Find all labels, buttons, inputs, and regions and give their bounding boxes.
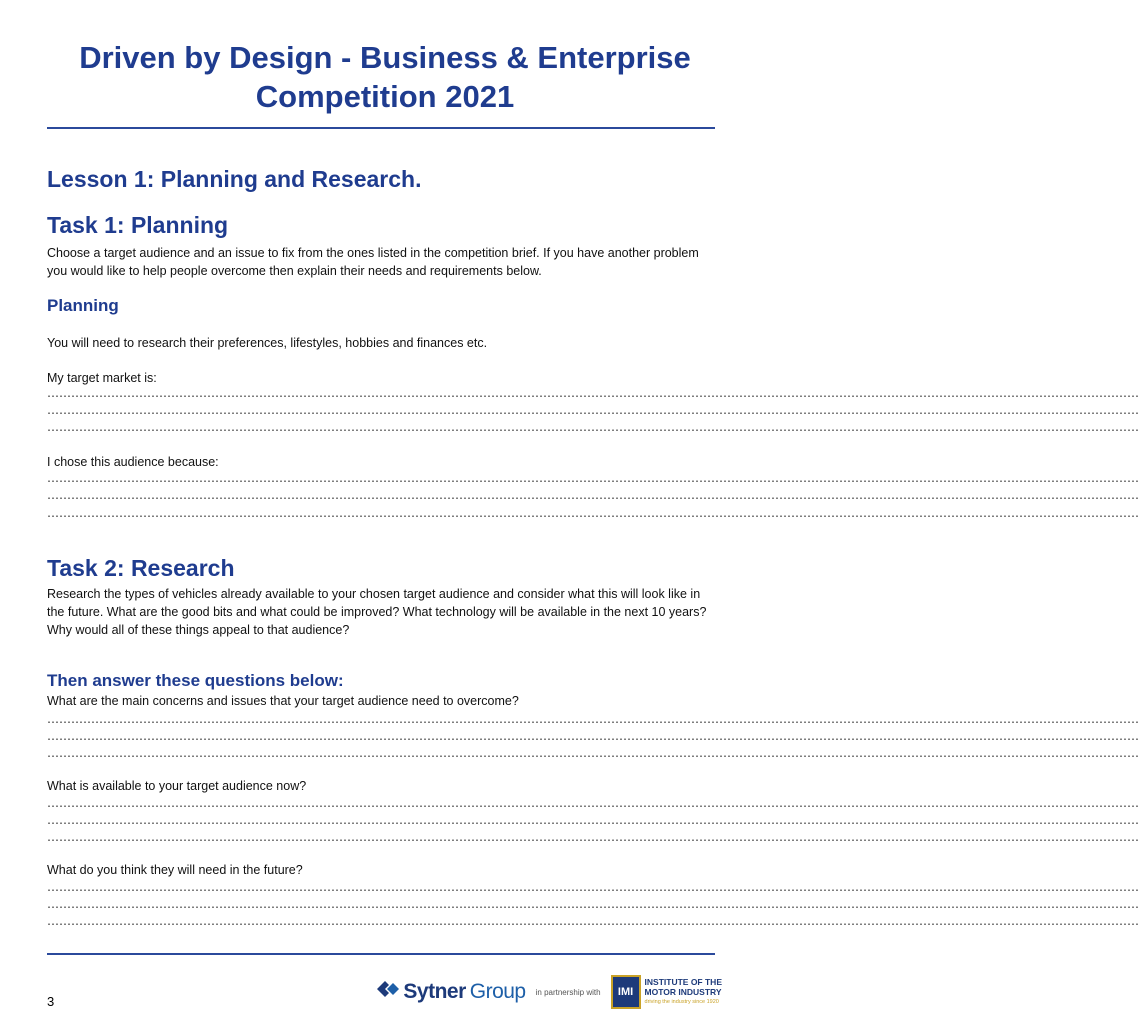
question-3: What do you think they will need in the future?	[47, 863, 303, 877]
task2-heading: Task 2: Research	[47, 555, 235, 581]
diamond-arrow-icon	[377, 980, 399, 1004]
answer-line[interactable]: …………………………………………………………………………………………………………………………………………………………………………………………………………………………………………………	[47, 897, 1139, 911]
answer-line[interactable]: …………………………………………………………………………………………………………………………………………………………………………………………………………………………………………………	[47, 729, 1139, 743]
answer-line[interactable]: …………………………………………………………………………………………………………………………………………………………………………………………………………………………………………………	[47, 403, 1139, 417]
answer-line[interactable]: …………………………………………………………………………………………………………………………………………………………………………………………………………………………………………………	[47, 471, 1139, 485]
answer-line[interactable]: …………………………………………………………………………………………………………………………………………………………………………………………………………………………………………………	[47, 506, 1139, 520]
sytner-group-logo	[377, 980, 525, 1004]
sytner-logo-text: Sytner	[403, 980, 466, 1003]
footer-logos	[377, 975, 722, 1009]
questions-heading: Then answer these questions below:	[47, 671, 344, 690]
title-line-1: Driven by Design - Business & Enterprise	[79, 40, 691, 75]
answer-line[interactable]: …………………………………………………………………………………………………………………………………………………………………………………………………………………………………………………	[47, 914, 1139, 928]
answer-line[interactable]: …………………………………………………………………………………………………………………………………………………………………………………………………………………………………………………	[47, 420, 1139, 434]
question-2: What is available to your target audience now?	[47, 779, 307, 793]
group-logo-text: Group	[469, 980, 526, 1003]
question-1: What are the main concerns and issues that your target audience need to overcome?	[47, 694, 519, 708]
imi-logo	[611, 975, 722, 1009]
document-title	[0, 38, 770, 116]
planning-text: You will need to research their preferences, lifestyles, hobbies and finances etc.	[47, 336, 488, 350]
task1-heading: Task 1: Planning	[47, 212, 229, 238]
imi-name-line-2: MOTOR INDUSTRY	[644, 987, 722, 997]
answer-line[interactable]: …………………………………………………………………………………………………………………………………………………………………………………………………………………………………………………	[47, 712, 1139, 726]
title-line-2: Competition 2021	[255, 79, 515, 114]
planning-heading: Planning	[47, 296, 119, 315]
answer-line[interactable]: …………………………………………………………………………………………………………………………………………………………………………………………………………………………………………………	[47, 830, 1139, 844]
task2-intro: Research the types of vehicles already available to your chosen target audience and consider what this will look like in the future. What are the good bits and what could be improved? What technology will be available in the next 10 years? Why would all of these things appeal to that audience?	[47, 587, 707, 637]
answer-line[interactable]: …………………………………………………………………………………………………………………………………………………………………………………………………………………………………………………	[47, 488, 1139, 502]
partnership-text: in partnership with	[535, 987, 601, 997]
target-market-label: My target market is:	[47, 371, 157, 385]
answer-line[interactable]: …………………………………………………………………………………………………………………………………………………………………………………………………………………………………………………	[47, 813, 1139, 827]
audience-reason-label: I chose this audience because:	[47, 455, 219, 469]
answer-line[interactable]: …………………………………………………………………………………………………………………………………………………………………………………………………………………………………………………	[47, 746, 1139, 760]
answer-line[interactable]: …………………………………………………………………………………………………………………………………………………………………………………………………………………………………………………	[47, 880, 1139, 894]
footer-divider	[47, 953, 715, 955]
page-number: 3	[47, 994, 55, 1009]
answer-line[interactable]: …………………………………………………………………………………………………………………………………………………………………………………………………………………………………………………	[47, 386, 1139, 400]
imi-tagline: driving the industry since 1920	[644, 999, 719, 1005]
imi-badge: IMI	[611, 975, 641, 1009]
header-divider	[47, 127, 715, 129]
imi-name-line-1: INSTITUTE OF THE	[644, 977, 722, 987]
lesson-heading: Lesson 1: Planning and Research.	[47, 166, 422, 192]
task1-intro: Choose a target audience and an issue to fix from the ones listed in the competition brief. If you have another problem you would like to help people overcome then explain their needs and requirements below.	[47, 246, 699, 278]
imi-wordmark	[645, 977, 722, 1007]
answer-line[interactable]: …………………………………………………………………………………………………………………………………………………………………………………………………………………………………………………	[47, 796, 1139, 810]
